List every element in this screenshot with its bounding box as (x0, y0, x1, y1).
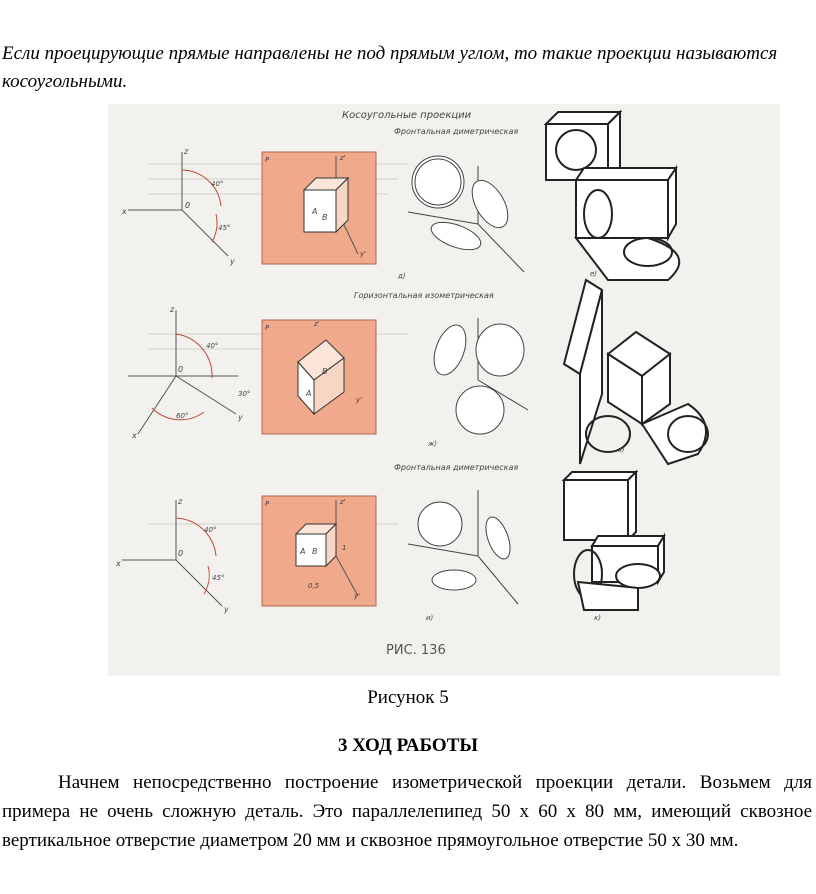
row1-x-label: x (122, 207, 127, 216)
row3-face-a: A (300, 547, 306, 556)
figure-caption: Рисунок 5 (367, 687, 449, 708)
row1-angle-b: 45° (218, 224, 231, 232)
row2-angle-c: 60° (176, 412, 189, 420)
row2-face-b: B (322, 367, 328, 376)
row2-title: Горизонтальная изометрическая (354, 291, 494, 300)
row1-origin-label: 0 (185, 201, 191, 210)
row1-plane-p: P (265, 156, 270, 164)
row3-z-label: z (178, 497, 183, 506)
figure-number: РИС. 136 (386, 643, 446, 658)
row3-plane-y: y' (354, 592, 361, 600)
row2-plane-y: y' (356, 396, 363, 404)
row1-z-label: z (184, 147, 189, 156)
row2-x-label: x (132, 431, 137, 440)
row3-plane-p: P (265, 500, 270, 508)
row3-dim-a: 0,5 (308, 582, 320, 590)
row3-face-b: B (312, 547, 318, 556)
row3-angle-a: 40° (204, 526, 217, 534)
row3-origin-label: 0 (178, 549, 184, 558)
row2-y-label: y (238, 413, 243, 422)
row1-title: Фронтальная диметрическая (394, 127, 519, 136)
figure-title: Косоугольные проекции (342, 110, 472, 121)
row1-panel-e: е) (590, 270, 598, 278)
row2-angle-b: 30° (238, 390, 251, 398)
row2-origin-label: 0 (178, 365, 184, 374)
intro-paragraph: Если проецирующие прямые направлены не под прямым углом, то такие проекции называются косоугольными. (2, 43, 778, 92)
section-heading: 3 ХОД РАБОТЫ (337, 735, 479, 756)
row3-panel-k: к) (594, 614, 601, 622)
row2-panel-z: з) (618, 446, 625, 454)
row1-face-b: B (322, 213, 328, 222)
row3-plane-z: z' (340, 498, 346, 506)
row2-face-a: A (306, 389, 312, 398)
row2-angle-a: 40° (206, 342, 219, 350)
row1-face-a: A (312, 207, 318, 216)
body-paragraph (2, 768, 812, 855)
row3-panel-i: и) (426, 614, 434, 622)
row2-projection-plane (262, 320, 376, 434)
row1-y-label: y (230, 257, 235, 266)
row1-plane-y: y' (360, 250, 367, 258)
figure-oblique-projections (108, 104, 780, 676)
row3-x-label: x (116, 559, 121, 568)
row2-panel-zh: ж) (428, 440, 438, 448)
body-paragraph-text: Начнем непосредственно построение изометрической проекции детали. Возьмем для примера не очень сложную деталь. Это параллелепипед 50 х 60 х 80 мм, имеющий сквозное вертикальное отверстие диаметром 20 мм и сквозное прямоугольное отверстие 50 х 30 мм. (2, 772, 812, 851)
row3-y-label: y (224, 605, 229, 614)
row2-z-label: z (170, 305, 175, 314)
row3-title: Фронтальная диметрическая (394, 463, 519, 472)
row1-panel-d: д) (398, 272, 406, 280)
row3-angle-b: 45° (212, 574, 225, 582)
row1-projection-plane (262, 152, 376, 264)
row1-plane-z: z' (340, 154, 346, 162)
row3-dim-b: 1 (342, 544, 347, 552)
row2-plane-p: P (265, 324, 270, 332)
row1-angle-a: 40° (211, 180, 224, 188)
row2-plane-z: z' (314, 320, 320, 328)
